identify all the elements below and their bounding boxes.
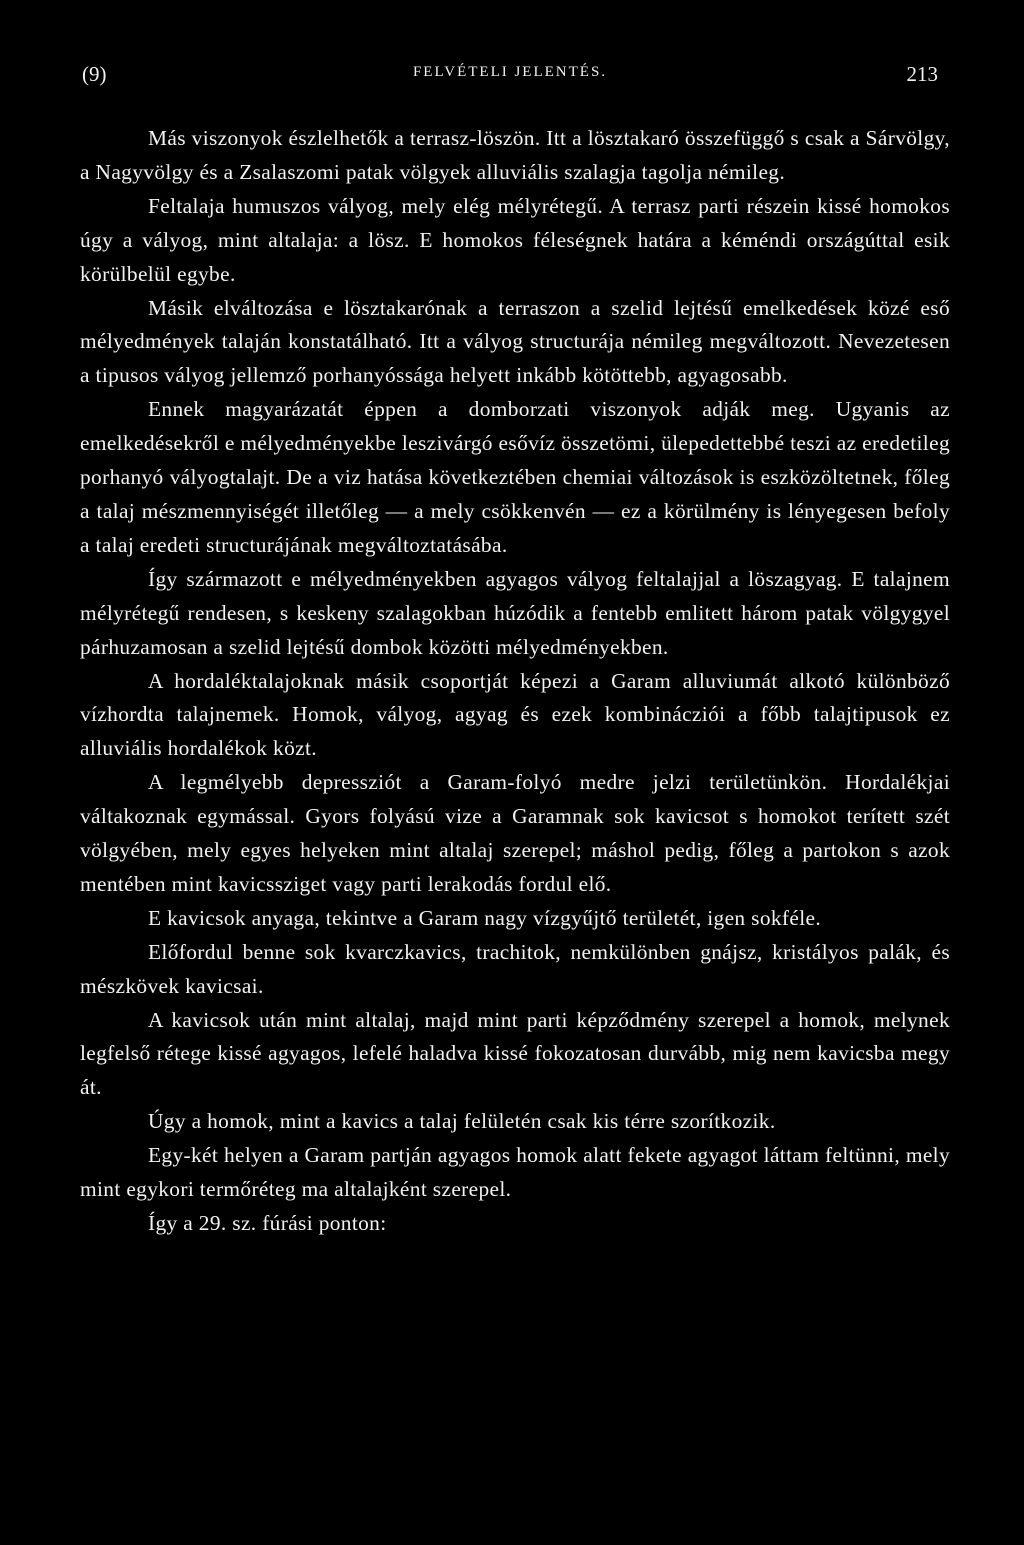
paragraph-4: Ennek magyarázatát éppen a domborzati viszonyok adják meg. Ugyanis az emelkedésekről e mélyedményekbe leszivárgó esővíz összetömi, ülepedettebbé teszi az eredetileg porhanyó vályogtalajt. De a viz hatása következtében chemiai változások is eszközöltetnek, főleg a talaj mészmennyiségét illetőleg — a mely csökkenvén — ez a körülmény is lényegesen befoly a talaj eredeti structurájának megváltoztatásába. bbox=[80, 397, 950, 557]
paragraph-8: E kavicsok anyaga, tekintve a Garam nagy vízgyűjtő területét, igen sokféle. bbox=[148, 905, 822, 930]
running-header bbox=[82, 62, 938, 92]
page-number-left: (9) bbox=[82, 62, 107, 86]
page-number-right: 213 bbox=[906, 62, 938, 86]
paragraph-2: Feltalaja humuszos vályog, mely elég mélyrétegű. A terrasz parti részein kissé homokos úgy a vályog, mint altalaja: a lösz. E homokos féleségnek határa a kéméndi országúttal esik körülbelül egybe. bbox=[80, 193, 950, 286]
paragraph-1: Más viszonyok észlelhetők a terrasz-löszön. Itt a lösztakaró összefüggő s csak a Sárvölgy, a Nagyvölgy és a Zsalaszomi patak völgyek alluviális szalagja tagolja némileg. bbox=[80, 126, 950, 184]
paragraph-11: Úgy a homok, mint a kavics a talaj felületén csak kis térre szorítkozik. bbox=[148, 1109, 776, 1134]
paragraph-7: A legmélyebb depressziót a Garam-folyó medre jelzi területünkön. Hordalékjai váltakoznak egymással. Gyors folyású vize a Garamnak sok kavicsot s homokot terített szét völgyében, mely egyes helyeken mint altalaj szerepel; máshol pedig, főleg a partokon s azok mentében mint kavicssziget vagy parti lerakodás fordul elő. bbox=[80, 770, 950, 896]
paragraph-5: Így származott e mélyedményekben agyagos vályog feltalajjal a löszagyag. E talajnem mélyrétegű rendesen, s keskeny szalagokban húzódik a fentebb emlitett három patak völgygyel párhuzamosan a szelid lejtésű dombok közötti mélyedményekben. bbox=[80, 566, 950, 659]
paragraph-3: Másik elváltozása e lösztakarónak a terraszon a szelid lejtésű emelkedések közé eső mélyedmények talaján konstatálható. Itt a vályog structurája némileg megváltozott. Nevezetesen a tipusos vályog jellemző porhanyóssága helyett inkább kötöttebb, agyagosabb. bbox=[80, 295, 950, 388]
running-title: FELVÉTELI JELENTÉS. bbox=[412, 64, 608, 80]
paragraph-6: A hordaléktalajoknak másik csoportját képezi a Garam alluviumát alkotó különböző vízhordta talajnemek. Homok, vályog, agyag és ezek kombinácziói a főbb talajtipusok ez alluviális hordalékok közt. bbox=[80, 668, 950, 761]
paragraph-10: A kavicsok után mint altalaj, majd mint parti képződmény szerepel a homok, melynek legfelső rétege kissé agyagos, lefelé haladva kissé fokozatosan durvább, mig nem kavicsba megy át. bbox=[80, 1007, 950, 1100]
paragraph-12: Egy-két helyen a Garam partján agyagos homok alatt fekete agyagot láttam feltünni, mely mint egykori termőréteg ma altalajként szerepel. bbox=[80, 1143, 950, 1202]
body-text bbox=[80, 122, 950, 1241]
paragraph-9: Előfordul benne sok kvarczkavics, trachitok, nemkülönben gnájsz, kristályos palák, és mészkövek kavicsai. bbox=[80, 939, 950, 998]
paragraph-13: Így a 29. sz. fúrási ponton: bbox=[148, 1211, 387, 1235]
